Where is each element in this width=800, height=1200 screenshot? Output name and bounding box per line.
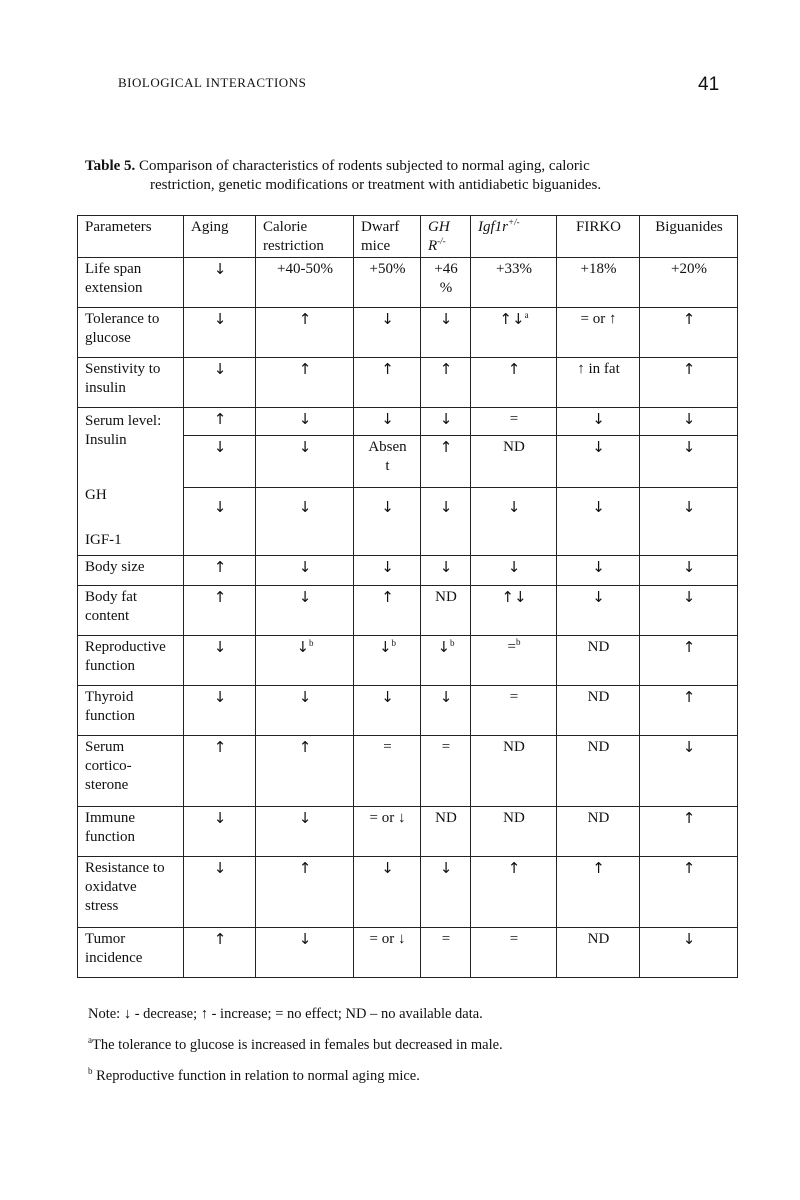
- value-cell: ↓: [421, 857, 471, 928]
- value-cell: ND: [471, 736, 557, 807]
- value-cell: ↑: [471, 857, 557, 928]
- value-cell: ↓: [256, 928, 354, 978]
- table-row-insulin-sensitivity: [78, 358, 738, 408]
- value-cell: ↓: [184, 857, 256, 928]
- value-cell: ↑: [640, 636, 738, 686]
- table-row-lifespan: [78, 258, 738, 308]
- value-cell: ↓: [471, 488, 557, 556]
- value-cell: ↑: [256, 358, 354, 408]
- value-cell: ↑: [421, 436, 471, 488]
- header-parameters: Parameters: [78, 216, 184, 258]
- table-row-reproductive: [78, 636, 738, 686]
- value-cell: ↓: [421, 488, 471, 556]
- value-cell: =$^b$: [471, 636, 557, 686]
- value-cell: ↓: [256, 586, 354, 636]
- value-cell: ↓: [354, 488, 421, 556]
- value-cell: ↓: [354, 857, 421, 928]
- value-cell: ↓: [184, 436, 256, 488]
- value-cell: ↓: [256, 556, 354, 586]
- note-legend: Note: ↓ - decrease; ↑ - increase; = no effect; ND – no available data.: [88, 1006, 483, 1022]
- page-number: 41: [698, 74, 720, 95]
- value-cell: ↓: [640, 488, 738, 556]
- value-cell: ↓: [354, 408, 421, 436]
- footnote-a-mark: a: [524, 310, 529, 320]
- value-cell: ↓: [421, 308, 471, 358]
- table-row-body-size: [78, 556, 738, 586]
- value-cell: ND: [557, 636, 640, 686]
- value-cell: ↓: [184, 807, 256, 857]
- value-cell: +18%: [557, 258, 640, 308]
- value-cell: ↓: [184, 358, 256, 408]
- value-cell: ↓: [354, 308, 421, 358]
- value-cell: ↓: [557, 586, 640, 636]
- param-cell-serum-level: [78, 408, 184, 556]
- value-cell: ↓: [256, 686, 354, 736]
- value-cell: ND: [557, 686, 640, 736]
- table-row-oxidative-stress: [78, 857, 738, 928]
- value-cell: +46 %: [421, 258, 471, 308]
- value-cell: ↓: [256, 436, 354, 488]
- value-cell: ↓: [557, 556, 640, 586]
- note-b: $^b$ Reproductive function in relation to normal aging mice.: [88, 1066, 420, 1084]
- value-cell: ↓: [640, 556, 738, 586]
- value-cell: +50%: [354, 258, 421, 308]
- value-cell: = or ↓: [354, 928, 421, 978]
- value-cell: ↑: [184, 928, 256, 978]
- value-cell: ↓: [640, 736, 738, 807]
- value-cell: ↓: [184, 308, 256, 358]
- param-cell: Life span extension: [78, 258, 184, 308]
- param-cell: Senstivity to insulin: [78, 358, 184, 408]
- value-cell: =: [471, 686, 557, 736]
- param-cell: Body fat content: [78, 586, 184, 636]
- value-cell: ↓: [557, 408, 640, 436]
- param-cell: Reproductive function: [78, 636, 184, 686]
- value-cell: ↓: [557, 436, 640, 488]
- value-cell: ↑: [256, 857, 354, 928]
- value-cell: ↑: [640, 686, 738, 736]
- value-cell: ↓: [557, 488, 640, 556]
- value-cell: ND: [421, 807, 471, 857]
- value-cell: ND: [557, 736, 640, 807]
- serum-gh-label: GH: [85, 487, 107, 503]
- value-cell: ND: [557, 928, 640, 978]
- value-cell: ↑: [471, 358, 557, 408]
- serum-igf1-label: IGF-1: [85, 532, 122, 548]
- value-cell: = or ↑: [557, 308, 640, 358]
- value-cell: ↑: [557, 857, 640, 928]
- value-cell: ↓: [354, 556, 421, 586]
- caption-label: Table 5.: [85, 158, 136, 174]
- value-cell: ↑↓: [471, 586, 557, 636]
- param-cell: Resistance to oxidatve stress: [78, 857, 184, 928]
- table-header-row: [78, 216, 738, 258]
- table-notes: [88, 1005, 748, 1098]
- table-row-thyroid: [78, 686, 738, 736]
- serum-insulin-label: Insulin: [85, 432, 127, 448]
- value-cell: ↓: [354, 686, 421, 736]
- value-cell: ↓$^b$: [421, 636, 471, 686]
- value-cell: ↑↓$^a$: [471, 308, 557, 358]
- value-cell: =: [471, 408, 557, 436]
- header-calorie-restriction: Calorie restriction: [256, 216, 354, 258]
- value-cell: ↑ in fat: [557, 358, 640, 408]
- value-cell: ↓: [256, 488, 354, 556]
- value-cell: = or ↓: [354, 807, 421, 857]
- value-cell: ↓: [471, 556, 557, 586]
- header-aging: Aging: [184, 216, 256, 258]
- value-cell: ↓: [421, 556, 471, 586]
- value-cell: =: [471, 928, 557, 978]
- value-cell: ND: [471, 807, 557, 857]
- table-row-immune: [78, 807, 738, 857]
- value-cell: ↓: [640, 586, 738, 636]
- header-firko: FIRKO: [557, 216, 640, 258]
- value-cell: ↓: [640, 436, 738, 488]
- value-cell: =: [354, 736, 421, 807]
- table-row-glucose: [78, 308, 738, 358]
- value-cell: ↑: [640, 807, 738, 857]
- value-cell: +40-50%: [256, 258, 354, 308]
- value-cell: ↑: [354, 358, 421, 408]
- header-dwarf-mice: Dwarf mice: [354, 216, 421, 258]
- value-cell: ↑: [354, 586, 421, 636]
- value-cell: ↑: [184, 736, 256, 807]
- header-biguanides: Biguanides: [640, 216, 738, 258]
- value-cell: ↑: [640, 358, 738, 408]
- value-cell: ↓: [640, 928, 738, 978]
- value-cell: Absen t: [354, 436, 421, 488]
- value-cell: ↓$^b$: [256, 636, 354, 686]
- value-cell: +33%: [471, 258, 557, 308]
- table-row-body-fat: [78, 586, 738, 636]
- value-cell: ↓: [421, 408, 471, 436]
- value-cell: ND: [421, 586, 471, 636]
- value-cell: ND: [557, 807, 640, 857]
- param-cell: Immune function: [78, 807, 184, 857]
- param-cell: Thyroid function: [78, 686, 184, 736]
- header-ghr: GH R-/-: [421, 216, 471, 258]
- param-cell: Tumor incidence: [78, 928, 184, 978]
- value-cell: ↓: [256, 408, 354, 436]
- header-igf1r: Igf1r+/-: [471, 216, 557, 258]
- value-cell: ↓: [184, 488, 256, 556]
- param-cell: Tolerance to glucose: [78, 308, 184, 358]
- value-cell: =: [421, 736, 471, 807]
- note-a: $^a$The tolerance to glucose is increased in females but decreased in male.: [88, 1035, 503, 1053]
- table-caption: [85, 157, 725, 195]
- running-head: BIOLOGICAL INTERACTIONS: [118, 75, 307, 90]
- value-cell: =: [421, 928, 471, 978]
- value-cell: ↓: [184, 686, 256, 736]
- table-row-serum-insulin: [78, 408, 738, 436]
- param-cell: Body size: [78, 556, 184, 586]
- value-cell: ↓: [184, 636, 256, 686]
- serum-level-label: Serum level:: [85, 413, 162, 429]
- table-row-corticosterone: [78, 736, 738, 807]
- value-cell: ↑: [184, 586, 256, 636]
- caption-line-1: Comparison of characteristics of rodents subjected to normal aging, caloric: [135, 158, 590, 174]
- value-cell: ↑: [184, 556, 256, 586]
- value-cell: ↓: [184, 258, 256, 308]
- value-cell: ↑: [256, 308, 354, 358]
- param-cell: Serum cortico- sterone: [78, 736, 184, 807]
- value-cell: ↑: [256, 736, 354, 807]
- value-cell: ↑: [640, 857, 738, 928]
- value-cell: +20%: [640, 258, 738, 308]
- value-cell: ↓: [640, 408, 738, 436]
- caption-line-2: restriction, genetic modifications or treatment with antidiabetic biguanides.: [150, 177, 602, 193]
- value-cell: ↓$^b$: [354, 636, 421, 686]
- value-cell: ↓: [256, 807, 354, 857]
- value-cell: ↑: [421, 358, 471, 408]
- value-cell: ND: [471, 436, 557, 488]
- value-cell: ↑: [184, 408, 256, 436]
- value-cell: ↓: [421, 686, 471, 736]
- value-cell: ↑: [640, 308, 738, 358]
- table-row-tumor: [78, 928, 738, 978]
- data-table: [77, 215, 738, 978]
